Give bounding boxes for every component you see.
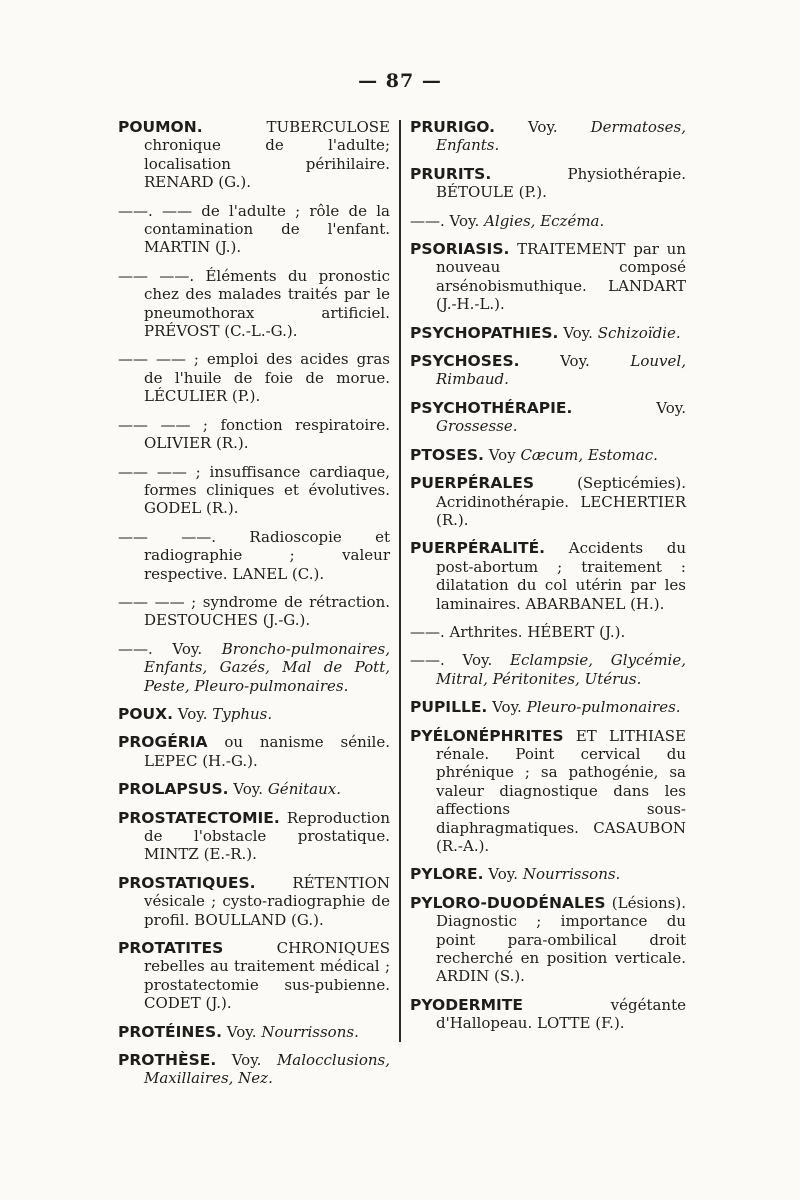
- entry-text: ——. Voy.: [410, 211, 480, 230]
- entry-heading: PROSTATECTOMIE.: [118, 808, 280, 827]
- entry-heading: PSYCHOSES.: [410, 352, 520, 371]
- entry-text: ——. Voy.: [410, 651, 493, 670]
- index-entry: [410, 865, 686, 883]
- index-entry: [118, 267, 390, 341]
- index-entry: [118, 593, 390, 630]
- index-entry: [410, 894, 686, 986]
- entry-text: —— ——. Radioscopie et radiographie ; valeur respective. LANEL (C.).: [118, 527, 390, 583]
- entry-cross-reference: Pleuro-pulmonaires.: [526, 698, 681, 717]
- entry-text: ou nanisme sénile. LEPEC (H.-G.).: [144, 733, 390, 770]
- entry-cross-reference: Génitaux.: [267, 780, 342, 799]
- entry-heading: POUX.: [118, 704, 173, 723]
- entry-text: —— —— ; fonction respiratoire. OLIVIER (R.).: [118, 415, 390, 453]
- index-entry: [410, 727, 686, 856]
- entry-heading: PTOSES.: [410, 445, 484, 464]
- column-divider: [399, 120, 401, 1042]
- entry-heading: PYÉLONÉPHRITES: [410, 726, 564, 745]
- index-entry: [410, 118, 686, 155]
- left-column: [118, 118, 390, 1098]
- index-entry: [410, 996, 686, 1033]
- entry-heading: PUPILLE.: [410, 698, 488, 717]
- entry-text: ——. —— de l'adulte ; rôle de la contamination de l'enfant. MARTIN (J.).: [118, 201, 390, 257]
- entry-cross-reference: Dermatoses, Enfants.: [436, 118, 686, 155]
- index-entry: [410, 539, 686, 613]
- entry-text: —— ——. Éléments du pronostic chez des malades traités par le pneumothorax artificiel. PRÉVOST (C.-L.-G.).: [118, 266, 390, 341]
- entry-text: RÉTENTION vésicale ; cysto-radiographie de profil. BOULLAND (G.).: [144, 873, 390, 929]
- entry-text: Voy.: [231, 1051, 262, 1070]
- index-entry: [118, 705, 390, 723]
- index-entry: [118, 874, 390, 929]
- entry-heading: PROTÉINES.: [118, 1022, 223, 1041]
- entry-heading: PROGÉRIA: [118, 733, 208, 752]
- entry-cross-reference: Cæcum, Estomac.: [520, 445, 658, 464]
- entry-text: Reproduction de l'obstacle prostatique. MINTZ (E.-R.).: [144, 808, 390, 864]
- entry-text: Accidents du post-abortum ; traitement : dilatation du col utérin par les laminaires. ABARBANEL (H.).: [436, 539, 686, 613]
- index-entry: [410, 240, 686, 314]
- index-entry: [410, 623, 686, 641]
- entry-text: —— —— ; insuffisance cardiaque, formes cliniques et évolutives. GODEL (R.).: [118, 462, 390, 518]
- entry-text: Voy.: [488, 865, 519, 884]
- entry-heading: PYLORE.: [410, 865, 484, 884]
- entry-text: Voy.: [560, 352, 590, 371]
- entry-heading: PROTHÈSE.: [118, 1051, 217, 1070]
- index-entry: [118, 202, 390, 257]
- index-entry: [410, 165, 686, 202]
- entry-text: —— —— ; emploi des acides gras de l'huile de foie de morue. LÉCULIER (P.).: [118, 350, 390, 406]
- right-column: [410, 118, 686, 1043]
- entry-text: Voy.: [527, 118, 558, 136]
- entry-heading: PSYCHOPATHIES.: [410, 323, 559, 342]
- entry-text: Voy.: [563, 323, 593, 342]
- entry-cross-reference: Algies, Eczéma.: [484, 211, 605, 230]
- entry-text: végétante d'Hallopeau. LOTTE (F.).: [436, 995, 686, 1033]
- entry-cross-reference: Louvel, Rimbaud.: [436, 352, 686, 389]
- entry-cross-reference: Malocclusions, Maxillaires, Nez.: [144, 1051, 390, 1088]
- index-entry: [118, 1023, 390, 1041]
- index-entry: [118, 809, 390, 864]
- entry-cross-reference: Schizoïdie.: [597, 323, 681, 342]
- entry-text: TRAITEMENT par un nouveau composé arsénobismuthique. LANDART (J.-H.-L.).: [436, 240, 686, 314]
- entry-text: ——. Voy.: [118, 639, 203, 658]
- entry-text: —— —— ; syndrome de rétraction. DESTOUCHES (J.-G.).: [118, 592, 390, 630]
- entry-text: CHRONIQUES rebelles au traitement médical ; prostatectomie sus-pubienne. CODET (J.).: [144, 939, 390, 1013]
- entry-heading: PRURITS.: [410, 164, 492, 183]
- index-entry: [410, 324, 686, 342]
- index-entry: [410, 446, 686, 464]
- entry-cross-reference: Nourrissons.: [522, 865, 621, 884]
- entry-heading: PRURIGO.: [410, 118, 496, 136]
- entry-text: (Lésions). Diagnostic ; importance du point para-ombilical droit recherché en position verticale. ARDIN (S.).: [436, 893, 686, 986]
- entry-heading: PYLORO-DUODÉNALES: [410, 893, 606, 912]
- entry-text: Voy.: [492, 698, 522, 717]
- entry-text: Voy.: [233, 780, 264, 799]
- entry-heading: PROLAPSUS.: [118, 780, 229, 799]
- entry-text: Voy.: [177, 704, 208, 723]
- entry-heading: PROTATITES: [118, 939, 224, 958]
- index-entry: [118, 416, 390, 453]
- index-entry: [118, 733, 390, 770]
- page-number: — 87 —: [358, 70, 442, 92]
- entry-heading: PSYCHOTHÉRAPIE.: [410, 398, 573, 417]
- entry-heading: POUMON.: [118, 118, 203, 136]
- index-entry: [410, 474, 686, 529]
- entry-text: Voy.: [226, 1022, 257, 1041]
- index-entry: [118, 1051, 390, 1088]
- index-entry: [118, 640, 390, 695]
- entry-cross-reference: Broncho-pulmonaires, Enfants, Gazés, Mal de Pott, Peste, Pleuro-pulmonaires.: [144, 639, 390, 695]
- index-entry: [410, 698, 686, 716]
- entry-cross-reference: Typhus.: [212, 704, 273, 723]
- entry-heading: PSORIASIS.: [410, 240, 510, 259]
- entry-text: Voy: [488, 445, 516, 464]
- index-entry: [118, 118, 390, 192]
- entry-text: TUBERCULOSE chronique de l'adulte; localisation périhilaire. RENARD (G.).: [144, 118, 390, 192]
- entry-cross-reference: Grossesse.: [436, 417, 518, 436]
- entry-text: ET LITHIASE rénale. Point cervical du phrénique ; sa pathogénie, sa valeur diagnostique dans les affections sous-diaphragmatiques. CASAUBON (R.-A.).: [436, 726, 686, 855]
- entry-heading: PUERPÉRALITÉ.: [410, 539, 546, 558]
- index-entry: [118, 350, 390, 405]
- index-entry: [410, 212, 686, 230]
- entry-heading: PUERPÉRALES: [410, 474, 534, 493]
- entry-text: (Septicémies). Acridinothérapie. LECHERTIER (R.).: [436, 474, 686, 529]
- entry-heading: PROSTATIQUES.: [118, 873, 256, 892]
- entry-cross-reference: Nourrissons.: [261, 1022, 359, 1041]
- entry-heading: PYODERMITE: [410, 995, 523, 1014]
- index-entry: [118, 463, 390, 518]
- index-entry: [410, 399, 686, 436]
- entry-text: Voy.: [656, 398, 686, 417]
- entry-text: Physiothérapie. BÉTOULE (P.).: [436, 164, 686, 202]
- index-entry: [410, 352, 686, 389]
- index-entry: [118, 528, 390, 583]
- index-entry: [118, 780, 390, 798]
- entry-text: ——. Arthrites. HÉBERT (J.).: [410, 622, 626, 641]
- entry-cross-reference: Eclampsie, Glycémie, Mitral, Péritonites, Utérus.: [436, 651, 686, 688]
- index-entry: [118, 939, 390, 1013]
- index-entry: [410, 651, 686, 688]
